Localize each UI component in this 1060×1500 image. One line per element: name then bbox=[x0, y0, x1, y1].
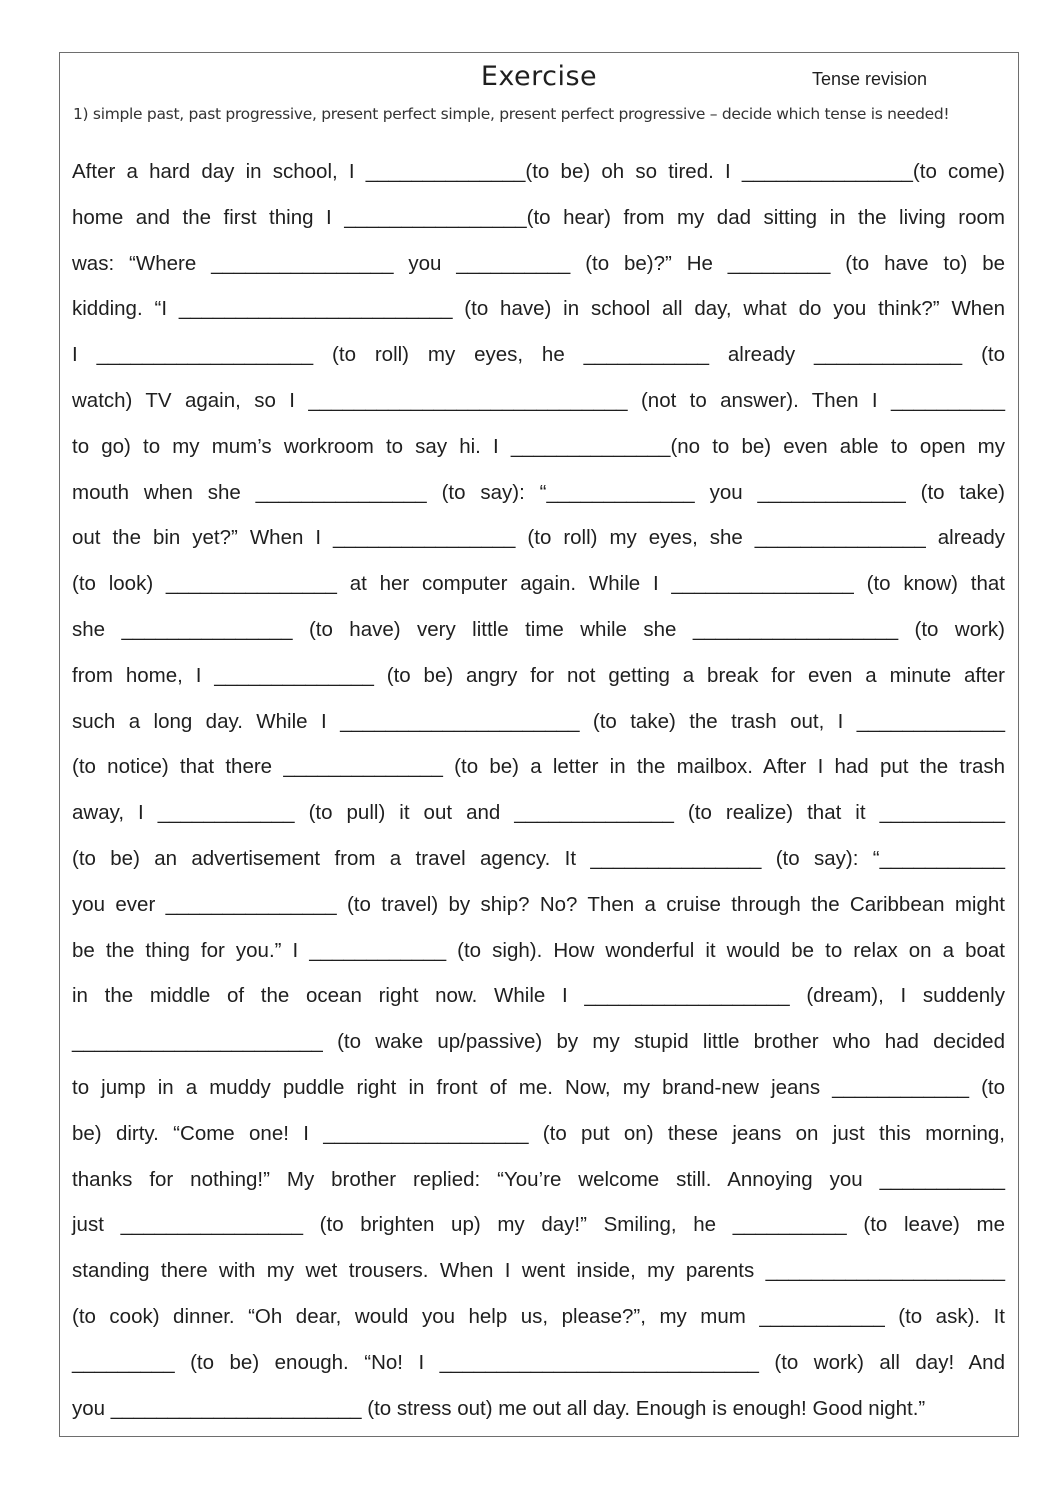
text-line: kidding. “I ________________________ (to have) in school all day, what do you think?” When bbox=[72, 297, 1005, 321]
text-line: (to look) _______________ at her computer again. While I ________________ (to know) that bbox=[72, 572, 1005, 596]
text-line: out the bin yet?” When I ________________ (to roll) my eyes, she _______________ already bbox=[72, 526, 1005, 550]
text-line: just ________________ (to brighten up) my day!” Smiling, he __________ (to leave) me bbox=[72, 1213, 1005, 1237]
exercise-instruction: 1) simple past, past progressive, present perfect simple, present perfect progressive – decide which tense is needed! bbox=[73, 105, 950, 123]
text-line: be) dirty. “Come one! I __________________ (to put on) these jeans on just this morning, bbox=[72, 1121, 1005, 1145]
text-line: watch) TV again, so I ____________________________ (not to answer). Then I __________ bbox=[72, 388, 1005, 412]
text-line: you ______________________ (to stress out) me out all day. Enough is enough! Good night.” bbox=[72, 1396, 926, 1420]
worksheet-frame bbox=[59, 52, 1019, 1437]
text-line: to go) to my mum’s workroom to say hi. I ______________(no to be) even able to open my bbox=[72, 434, 1005, 458]
text-line: I ___________________ (to roll) my eyes, he ___________ already _____________ (to bbox=[72, 343, 1005, 367]
exercise-text bbox=[72, 152, 1005, 1434]
text-line: in the middle of the ocean right now. While I __________________ (dream), I suddenly bbox=[72, 984, 1005, 1008]
text-line: to jump in a muddy puddle right in front of me. Now, my brand-new jeans ____________ (to bbox=[72, 1075, 1005, 1099]
text-line: After a hard day in school, I ______________(to be) oh so tired. I _______________(to come) bbox=[72, 160, 1005, 183]
text-line: you ever _______________ (to travel) by ship? No? Then a cruise through the Caribbean might bbox=[72, 892, 1005, 916]
text-line: ______________________ (to wake up/passive) by my stupid little brother who had decided bbox=[72, 1030, 1005, 1054]
text-line: standing there with my wet trousers. When I went inside, my parents _____________________ bbox=[72, 1259, 1005, 1283]
text-line: (to cook) dinner. “Oh dear, would you help us, please?”, my mum ___________ (to ask). It bbox=[72, 1304, 1005, 1328]
worksheet-subtitle: Tense revision bbox=[812, 69, 928, 89]
text-line: was: “Where ________________ you __________ (to be)?” He _________ (to have to) be bbox=[72, 251, 1005, 275]
worksheet-title: Exercise bbox=[480, 61, 598, 92]
text-line: away, I ____________ (to pull) it out and ______________ (to realize) that it ___________ bbox=[72, 801, 1005, 825]
text-line: from home, I ______________ (to be) angry for not getting a break for even a minute after bbox=[72, 663, 1005, 687]
text-line: be the thing for you.” I ____________ (to sigh). How wonderful it would be to relax on a boat bbox=[72, 938, 1005, 962]
text-line: such a long day. While I _____________________ (to take) the trash out, I _____________ bbox=[72, 709, 1005, 733]
text-line: she _______________ (to have) very little time while she __________________ (to work) bbox=[72, 617, 1005, 641]
text-line: (to be) an advertisement from a travel agency. It _______________ (to say): “___________ bbox=[72, 846, 1005, 870]
text-line: (to notice) that there ______________ (to be) a letter in the mailbox. After I had put the trash bbox=[72, 755, 1005, 779]
text-line: mouth when she _______________ (to say): “_____________ you _____________ (to take) bbox=[72, 480, 1005, 504]
text-line: thanks for nothing!” My brother replied: “You’re welcome still. Annoying you ___________ bbox=[72, 1167, 1005, 1191]
text-line: home and the first thing I ________________(to hear) from my dad sitting in the living room bbox=[72, 205, 1005, 229]
text-line: _________ (to be) enough. “No! I ____________________________ (to work) all day! And bbox=[72, 1350, 1005, 1374]
